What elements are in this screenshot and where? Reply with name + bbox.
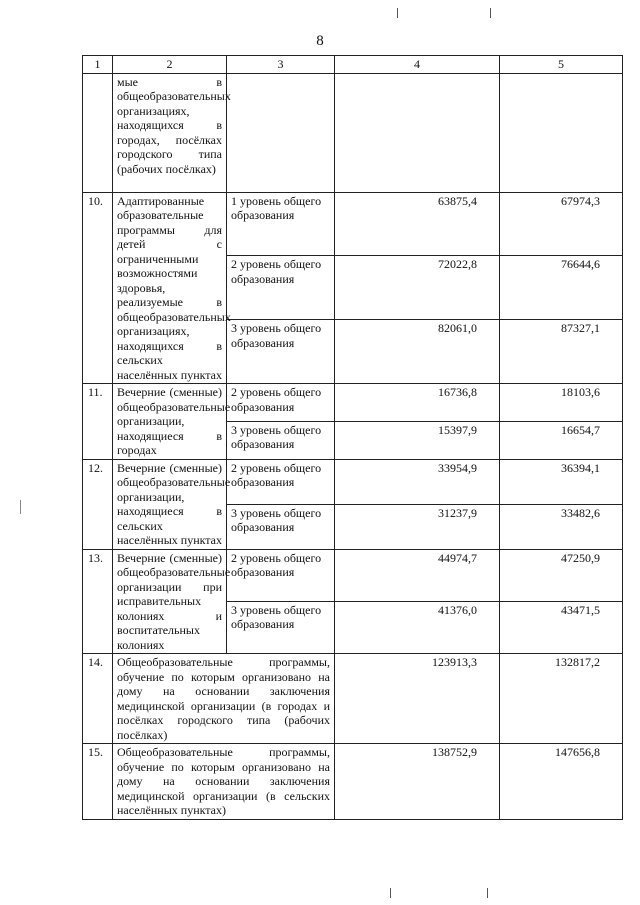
value-cell: 18103,6 xyxy=(500,384,623,422)
table-row xyxy=(83,192,623,256)
table-row xyxy=(83,744,623,820)
row-number: 14. xyxy=(83,654,113,744)
header-cell: 2 xyxy=(113,56,227,74)
value-cell: 72022,8 xyxy=(335,256,500,320)
value-cell: 36394,1 xyxy=(500,459,623,504)
row-number: 11. xyxy=(83,384,113,460)
scan-mark xyxy=(490,8,491,18)
level-cell: 2 уровень общего образования xyxy=(227,459,335,504)
value-cell: 132817,2 xyxy=(500,654,623,744)
level-cell: 3 уровень общего образования xyxy=(227,421,335,459)
program-name: Общеобразовательные программы, обучение по которым организовано на дому на основании заключения медицинской организации (в сельских населённых пунктах) xyxy=(113,744,335,820)
table-row xyxy=(83,73,623,192)
value-cell: 15397,9 xyxy=(335,421,500,459)
value-cell: 41376,0 xyxy=(335,601,500,653)
value-cell: 43471,5 xyxy=(500,601,623,653)
level-cell: 3 уровень общего образования xyxy=(227,601,335,653)
row-number: 10. xyxy=(83,192,113,384)
program-name: Вечерние (сменные) общеобразовательные организации, находящиеся в сельских населённых пунктах xyxy=(113,459,227,549)
value-cell: 67974,3 xyxy=(500,192,623,256)
value-cell: 138752,9 xyxy=(335,744,500,820)
program-name: Вечерние (сменные) общеобразовательные организации при исправительных колониях и воспитательных колониях xyxy=(113,549,227,654)
scan-mark xyxy=(20,500,21,514)
header-cell: 4 xyxy=(335,56,500,74)
value-cell xyxy=(335,73,500,192)
level-cell xyxy=(227,73,335,192)
header-row xyxy=(83,56,623,74)
level-cell: 3 уровень общего образования xyxy=(227,320,335,384)
table-row xyxy=(83,654,623,744)
value-cell: 16654,7 xyxy=(500,421,623,459)
norms-table xyxy=(82,55,623,820)
scan-mark xyxy=(390,888,391,898)
level-cell: 2 уровень общего образования xyxy=(227,549,335,601)
value-cell: 31237,9 xyxy=(335,504,500,549)
value-cell: 76644,6 xyxy=(500,256,623,320)
page-number: 8 xyxy=(316,33,324,49)
level-cell: 2 уровень общего образования xyxy=(227,384,335,422)
value-cell: 33954,9 xyxy=(335,459,500,504)
level-cell: 3 уровень общего образования xyxy=(227,504,335,549)
program-name: Адаптированные образовательные программы для детей с ограниченными возможностями здоровья, реализуемые в общеобразовательных организациях, находящихся в сельских населённых пунктах xyxy=(113,192,227,384)
header-cell: 3 xyxy=(227,56,335,74)
scan-mark xyxy=(397,8,398,18)
program-name: Вечерние (сменные) общеобразовательные организации, находящиеся в городах xyxy=(113,384,227,460)
value-cell xyxy=(500,73,623,192)
value-cell: 87327,1 xyxy=(500,320,623,384)
value-cell: 33482,6 xyxy=(500,504,623,549)
header-cell: 1 xyxy=(83,56,113,74)
row-number: 12. xyxy=(83,459,113,549)
program-name: Общеобразовательные программы, обучение по которым организовано на дому на основании заключения медицинской организации (в городах и посёлках городского типа (рабочих посёлках) xyxy=(113,654,335,744)
table-row xyxy=(83,549,623,601)
table-row xyxy=(83,459,623,504)
value-cell: 82061,0 xyxy=(335,320,500,384)
value-cell: 147656,8 xyxy=(500,744,623,820)
header-cell: 5 xyxy=(500,56,623,74)
table-row xyxy=(83,384,623,422)
value-cell: 44974,7 xyxy=(335,549,500,601)
value-cell: 123913,3 xyxy=(335,654,500,744)
row-number: 13. xyxy=(83,549,113,654)
program-name: мые в общеобразовательных организациях, находящихся в городах, посёлках городского типа (рабочих посёлках) xyxy=(113,73,227,192)
level-cell: 2 уровень общего образования xyxy=(227,256,335,320)
row-number xyxy=(83,73,113,192)
row-number: 15. xyxy=(83,744,113,820)
level-cell: 1 уровень общего образования xyxy=(227,192,335,256)
value-cell: 47250,9 xyxy=(500,549,623,601)
value-cell: 16736,8 xyxy=(335,384,500,422)
scan-mark xyxy=(487,888,488,898)
value-cell: 63875,4 xyxy=(335,192,500,256)
